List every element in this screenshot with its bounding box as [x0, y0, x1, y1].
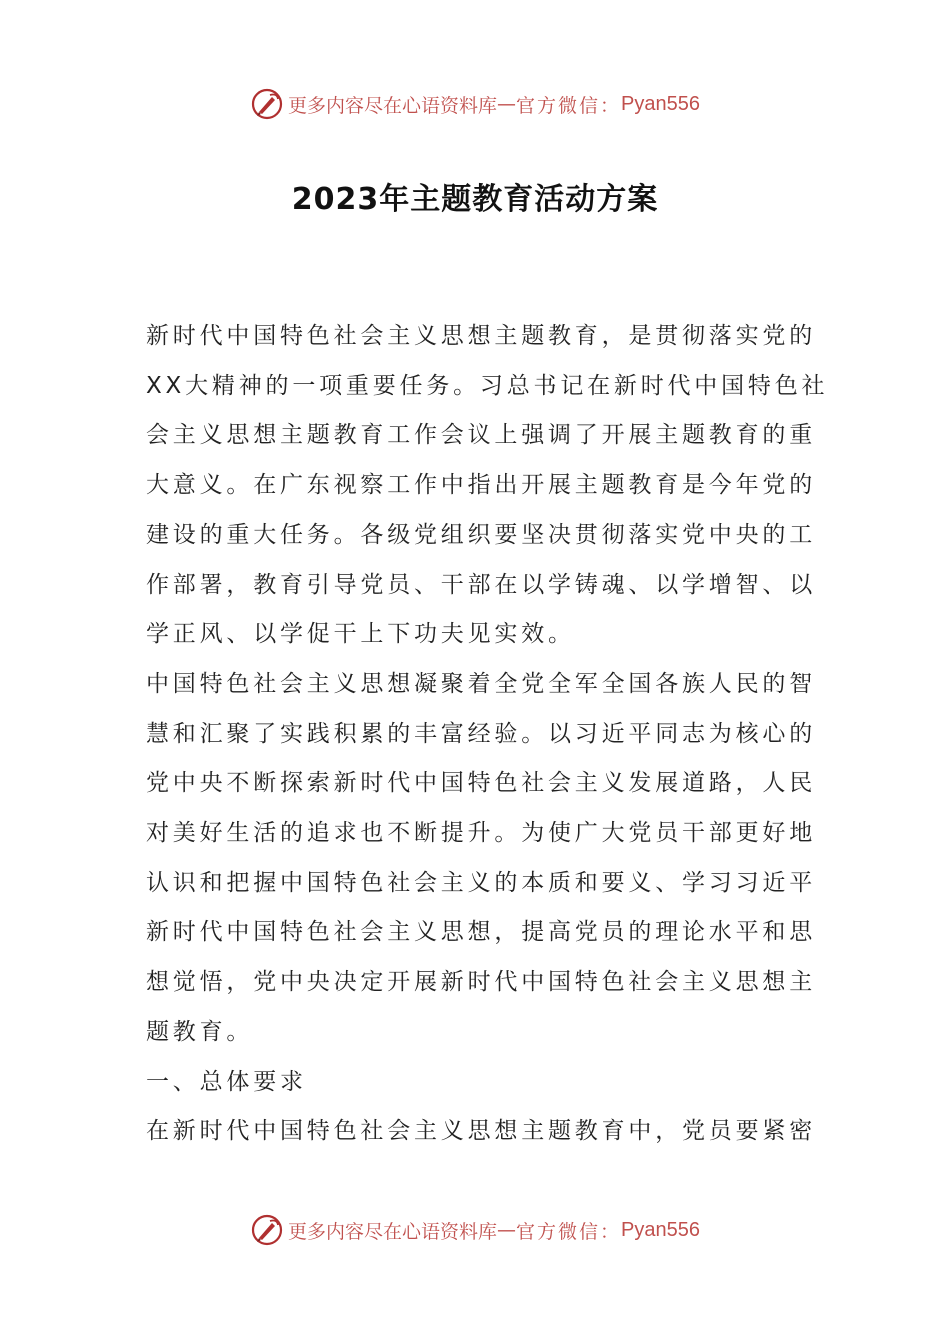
document-title: 2023年主题教育活动方案: [291, 182, 659, 217]
banner-wechat-label: 官方微信：: [516, 1220, 622, 1243]
banner-dash: —: [497, 93, 517, 115]
pen-nib-logo-icon: [250, 87, 284, 121]
text-line: 大意义。在广东视察工作中指出开展主题教育是今年党的: [146, 472, 816, 499]
paragraph: [146, 1058, 806, 1108]
text-line: 党中央不断探索新时代中国特色社会主义发展道路，人民: [146, 770, 816, 797]
banner-wechat-id: Pyan556: [621, 92, 700, 115]
text-line: 建设的重大任务。各级党组织要坚决贯彻落实党中央的工: [146, 521, 816, 548]
text-line: 一、总体要求: [146, 1068, 307, 1095]
banner-dash: —: [497, 1219, 517, 1241]
text-line: 慧和汇聚了实践积累的丰富经验。以习近平同志为核心的: [146, 720, 816, 747]
text-line: 对美好生活的追求也不断提升。为使广大党员干部更好地: [146, 820, 816, 847]
text-line: 想觉悟，党中央决定开展新时代中国特色社会主义思想主: [146, 969, 816, 996]
paragraph: [146, 312, 829, 660]
pen-nib-logo-icon: [250, 1213, 284, 1247]
paragraph: [146, 1107, 816, 1157]
document-body: [146, 312, 829, 1157]
banner-wechat-label: 官方微信：: [516, 94, 622, 117]
text-line: 在新时代中国特色社会主义思想主题教育中，党员要紧密: [146, 1118, 816, 1145]
text-line: 新时代中国特色社会主义思想主题教育，是贯彻落实党的: [146, 323, 816, 349]
header-banner: [0, 82, 950, 126]
banner-wechat-id: Pyan556: [621, 1218, 700, 1241]
paragraph: [146, 660, 816, 1058]
text-line: XX大精神的一项重要任务。习总书记在新时代中国特色社: [146, 372, 829, 399]
text-line: 会主义思想主题教育工作会议上强调了开展主题教育的重: [146, 422, 816, 449]
banner-main-text: 更多内容尽在心语资料库: [288, 1220, 498, 1243]
text-line: 题教育。: [146, 1018, 254, 1045]
text-line: 作部署，教育引导党员、干部在以学铸魂、以学增智、以: [146, 571, 816, 598]
text-line: 认识和把握中国特色社会主义的本质和要义、学习习近平: [146, 869, 816, 896]
text-line: 学正风、以学促干上下功夫见实效。: [146, 621, 575, 648]
banner-main-text: 更多内容尽在心语资料库: [288, 94, 498, 117]
text-line: 中国特色社会主义思想凝聚着全党全军全国各族人民的智: [146, 670, 816, 697]
footer-banner: [0, 1208, 950, 1252]
text-line: 新时代中国特色社会主义思想，提高党员的理论水平和思: [146, 919, 816, 946]
